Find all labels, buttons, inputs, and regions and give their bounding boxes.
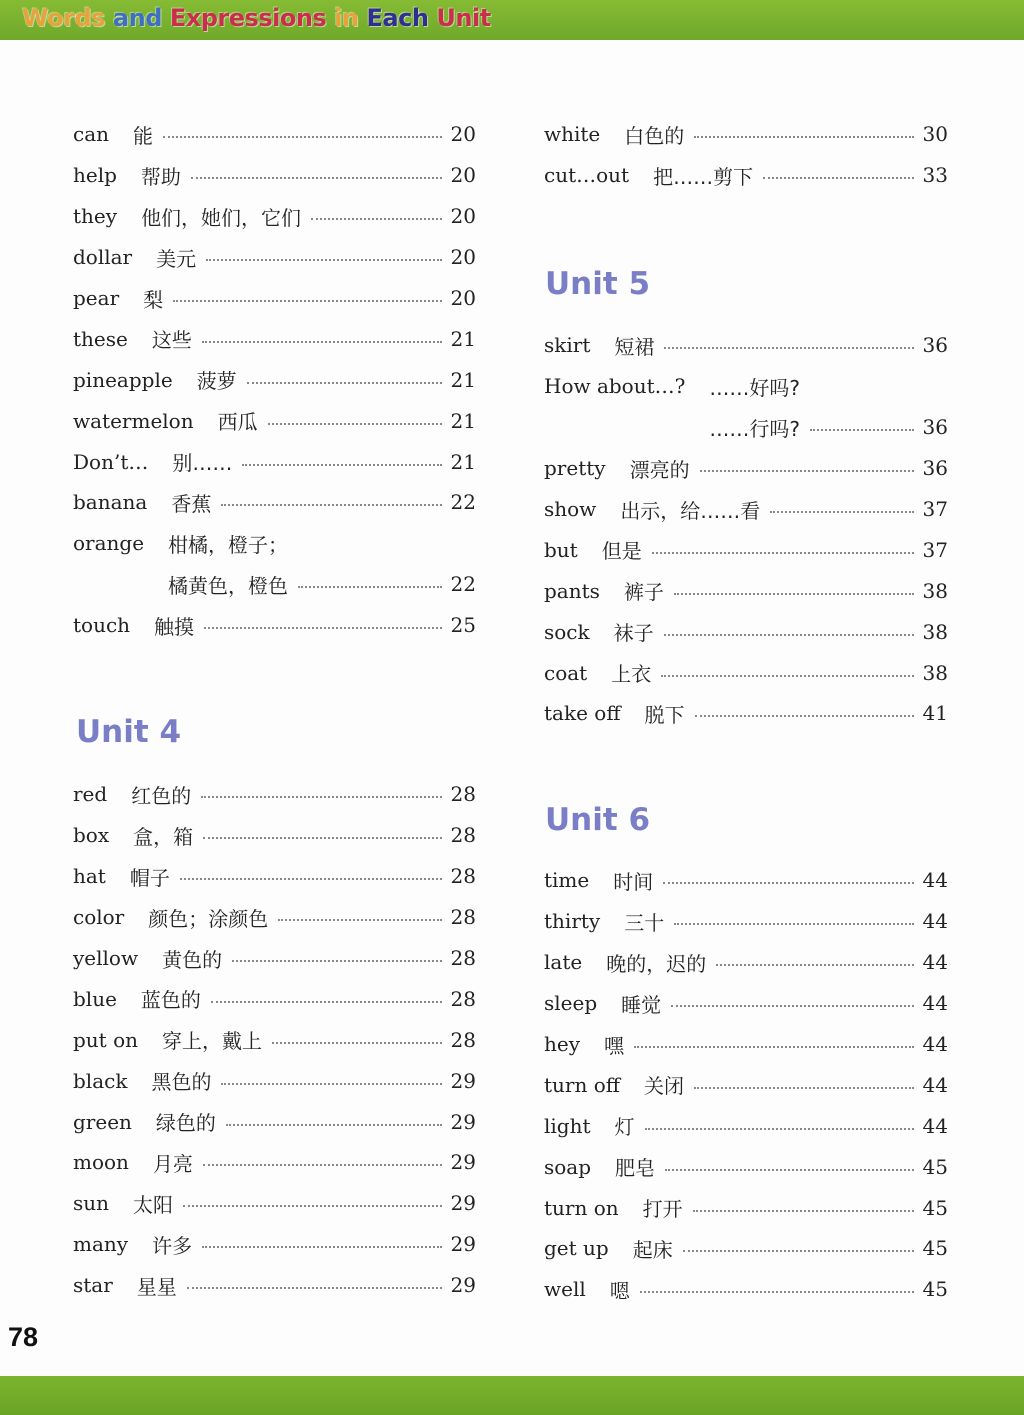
page-reference: 22 [450, 572, 476, 597]
chinese-meaning: 裤子 [623, 580, 664, 605]
dot-leader [247, 382, 442, 384]
english-word: many [73, 1232, 129, 1257]
chinese-meaning: 时间 [613, 869, 654, 894]
chinese-meaning: 太阳 [133, 1192, 174, 1217]
vocab-entry [73, 938, 476, 979]
page-reference: 44 [922, 991, 948, 1016]
title-word: in [334, 4, 359, 32]
chinese-meaning: 睡觉 [621, 992, 662, 1017]
title-word: Words [22, 4, 105, 32]
word-list-unit-5 [544, 325, 948, 734]
page-reference: 44 [922, 1072, 948, 1097]
vocab-entry [73, 114, 476, 155]
english-word: touch [73, 613, 131, 638]
dot-leader [671, 1005, 914, 1007]
english-word: coat [544, 660, 588, 685]
page-reference: 25 [450, 613, 476, 638]
chinese-meaning: 短裙 [614, 334, 655, 359]
word-list-right-top [544, 114, 948, 196]
chinese-meaning: 打开 [642, 1197, 683, 1222]
dot-leader [674, 923, 914, 925]
dot-leader [664, 634, 914, 636]
vocab-entry [544, 942, 948, 983]
dot-leader [695, 715, 914, 717]
vocab-entry [544, 114, 948, 155]
chinese-meaning: 晚的，迟的 [606, 951, 707, 976]
english-word: sock [544, 619, 590, 644]
vocab-entry [73, 155, 476, 196]
english-word: watermelon [73, 408, 194, 433]
dot-leader [694, 136, 914, 138]
page-reference: 30 [922, 122, 948, 147]
vocab-entry [544, 1105, 948, 1146]
english-word: pretty [544, 456, 606, 481]
english-word: get up [544, 1236, 609, 1261]
page-reference: 20 [450, 204, 476, 229]
page-reference: 45 [922, 1195, 948, 1220]
page-reference: 29 [450, 1273, 476, 1298]
vocab-entry [544, 611, 948, 652]
vocab-entry [73, 1183, 476, 1224]
dot-leader [187, 1287, 442, 1289]
vocab-entry [73, 1019, 476, 1060]
dot-leader [770, 511, 914, 513]
vocab-entry [544, 1146, 948, 1187]
chinese-meaning: 起床 [632, 1237, 673, 1262]
vocab-entry [544, 1228, 948, 1269]
page-reference: 29 [450, 1109, 476, 1134]
vocab-entry [73, 1101, 476, 1142]
vocab-entry [73, 196, 476, 237]
english-word: turn on [544, 1195, 619, 1220]
vocab-entry [544, 529, 948, 570]
page-reference: 36 [922, 415, 948, 440]
english-word: they [73, 204, 118, 229]
vocab-entry [73, 278, 476, 319]
vocab-entry [544, 1064, 948, 1105]
chinese-meaning: 上衣 [611, 662, 652, 687]
vocab-entry [73, 1142, 476, 1183]
page-reference: 33 [922, 163, 948, 188]
dot-leader [278, 919, 442, 921]
english-word: these [73, 326, 128, 351]
footer-bar [0, 1376, 1024, 1415]
english-word: green [73, 1109, 132, 1134]
title-word: Unit [436, 4, 491, 32]
dot-leader [201, 796, 442, 798]
chinese-meaning: 盒，箱 [133, 824, 194, 849]
page-header-title [22, 4, 499, 32]
page-reference: 28 [450, 946, 476, 970]
vocab-entry [73, 1224, 476, 1265]
page-reference: 28 [450, 986, 476, 1011]
chinese-meaning: 西瓜 [217, 410, 258, 435]
english-word: can [73, 122, 110, 147]
vocab-entry [544, 366, 948, 407]
dot-leader [191, 177, 442, 179]
vocab-entry [73, 441, 476, 482]
english-word: hat [73, 864, 106, 889]
page-reference: 20 [450, 245, 476, 270]
page-reference: 21 [450, 326, 476, 351]
dot-leader [202, 341, 442, 343]
english-word: time [544, 868, 590, 893]
vocab-entry [73, 978, 476, 1019]
english-word: star [73, 1273, 113, 1298]
english-word: well [544, 1277, 586, 1302]
chinese-meaning: 袜子 [613, 621, 654, 646]
chinese-meaning: 关闭 [643, 1074, 684, 1099]
vocab-entry [73, 856, 476, 897]
page-reference: 41 [922, 701, 948, 726]
vocab-entry [73, 482, 476, 523]
english-word: light [544, 1113, 591, 1138]
vocab-entry [544, 1024, 948, 1065]
page-reference: 21 [450, 449, 476, 474]
english-word: Don’t… [73, 449, 149, 474]
chinese-meaning: 美元 [156, 246, 197, 271]
page-reference: 44 [922, 868, 948, 893]
english-word: put on [73, 1027, 138, 1052]
page-reference: 29 [450, 1232, 476, 1257]
vocab-entry [544, 1269, 948, 1310]
dot-leader [693, 1210, 914, 1212]
english-word: box [73, 823, 110, 848]
dot-leader [204, 627, 442, 629]
english-word: soap [544, 1154, 592, 1179]
page-reference: 44 [922, 950, 948, 975]
english-word: sun [73, 1191, 110, 1216]
dot-leader [640, 1291, 914, 1293]
dot-leader [683, 1250, 914, 1252]
chinese-meaning: 黑色的 [151, 1070, 212, 1095]
vocab-entry [544, 407, 948, 448]
dot-leader [810, 429, 914, 431]
dot-leader [694, 1087, 914, 1089]
chinese-meaning: 帮助 [140, 164, 181, 189]
dot-leader [163, 136, 442, 138]
word-list-unit-6 [544, 860, 948, 1310]
chinese-meaning: ……好吗? [709, 375, 800, 400]
chinese-meaning: 触摸 [154, 614, 195, 639]
page-reference: 37 [922, 537, 948, 562]
english-word: yellow [73, 946, 139, 970]
dot-leader [272, 1042, 442, 1044]
word-list-left-top [73, 114, 476, 646]
dot-leader [232, 960, 442, 962]
english-word: late [544, 950, 583, 975]
english-word: banana [73, 490, 148, 515]
page-reference: 20 [450, 286, 476, 310]
page-reference: 38 [922, 660, 948, 685]
chinese-meaning: 梨 [143, 287, 164, 312]
english-word: pants [544, 578, 600, 603]
dot-leader [226, 1124, 442, 1126]
vocab-entry [544, 1187, 948, 1228]
page-reference: 45 [922, 1154, 948, 1179]
dot-leader [652, 552, 914, 554]
dot-leader [203, 1164, 442, 1166]
vocab-entry [73, 318, 476, 359]
chinese-meaning: 绿色的 [155, 1111, 216, 1136]
english-word: How about…? [544, 374, 686, 399]
unit-6-heading: Unit 6 [545, 802, 651, 838]
dot-leader [180, 878, 442, 880]
english-word: orange [73, 531, 145, 556]
vocab-entry [544, 489, 948, 530]
vocab-entry [73, 774, 476, 815]
chinese-meaning: 他们，她们，它们 [141, 205, 302, 230]
dot-leader [221, 1083, 442, 1085]
chinese-meaning: 许多 [152, 1233, 193, 1258]
unit-5-heading: Unit 5 [545, 266, 651, 302]
english-word: but [544, 537, 578, 562]
chinese-meaning: 能 [133, 123, 154, 148]
page-reference: 29 [450, 1150, 476, 1175]
page-reference: 38 [922, 578, 948, 603]
page-reference: 20 [450, 122, 476, 147]
page-reference: 45 [922, 1277, 948, 1302]
chinese-meaning: 这些 [151, 328, 192, 353]
vocab-entry [544, 652, 948, 693]
dot-leader [700, 470, 914, 472]
chinese-meaning: ……行吗? [709, 416, 800, 441]
chinese-meaning: 把……剪下 [653, 164, 754, 189]
english-word: show [544, 497, 597, 521]
vocab-entry [544, 860, 948, 901]
page-reference: 29 [450, 1191, 476, 1216]
dot-leader [173, 300, 442, 302]
page-reference: 36 [922, 333, 948, 358]
dot-leader [268, 423, 442, 425]
dot-leader [634, 1046, 914, 1048]
dot-leader [663, 882, 914, 884]
chinese-meaning: 蓝色的 [140, 988, 201, 1013]
dot-leader [645, 1128, 914, 1130]
page-reference: 44 [922, 1113, 948, 1138]
dot-leader [203, 837, 442, 839]
dot-leader [661, 675, 914, 677]
english-word: moon [73, 1150, 129, 1175]
chinese-meaning: 但是 [601, 539, 642, 564]
english-word: thirty [544, 909, 601, 934]
chinese-meaning: 肥皂 [615, 1156, 656, 1181]
english-word: red [73, 782, 108, 807]
chinese-meaning: 柑橘，橙子； [168, 532, 289, 557]
english-word: blue [73, 986, 117, 1011]
english-word: pear [73, 286, 120, 310]
dot-leader [665, 1169, 914, 1171]
chinese-meaning: 漂亮的 [629, 457, 690, 482]
dot-leader [763, 177, 914, 179]
vocab-entry [544, 155, 948, 196]
unit-4-heading: Unit 4 [76, 714, 182, 750]
header-bar [0, 0, 1024, 40]
page-reference: 44 [922, 909, 948, 934]
english-word: hey [544, 1032, 581, 1056]
vocab-entry [73, 564, 476, 605]
dot-leader [311, 218, 442, 220]
vocab-entry [73, 359, 476, 400]
dot-leader [202, 1246, 442, 1248]
vocab-entry [544, 983, 948, 1024]
vocab-entry [73, 815, 476, 856]
chinese-meaning: 红色的 [131, 783, 192, 808]
vocab-entry [73, 237, 476, 278]
page-reference: 28 [450, 864, 476, 889]
english-word: pineapple [73, 367, 173, 392]
dot-leader [206, 259, 442, 261]
page-reference: 37 [922, 497, 948, 521]
dot-leader [298, 586, 442, 588]
chinese-meaning: 脱下 [644, 702, 685, 727]
vocab-entry [73, 1265, 476, 1306]
chinese-meaning: 嗯 [609, 1278, 630, 1303]
page-reference: 38 [922, 619, 948, 644]
chinese-meaning: 嘿 [604, 1033, 625, 1058]
chinese-meaning: 月亮 [152, 1151, 193, 1176]
page-reference: 44 [922, 1032, 948, 1056]
english-word: sleep [544, 991, 598, 1016]
english-word: white [544, 122, 601, 147]
vocab-entry [73, 897, 476, 938]
chinese-meaning: 星星 [136, 1274, 177, 1299]
dot-leader [183, 1205, 442, 1207]
page-reference: 21 [450, 408, 476, 433]
vocab-entry [544, 693, 948, 734]
vocab-entry [73, 523, 476, 564]
chinese-meaning: 白色的 [624, 123, 685, 148]
page-reference: 28 [450, 782, 476, 807]
vocab-entry [544, 325, 948, 366]
title-word: Expressions [169, 4, 327, 32]
dot-leader [211, 1001, 442, 1003]
page-reference: 20 [450, 163, 476, 188]
vocab-entry [544, 448, 948, 489]
chinese-meaning: 黄色的 [162, 947, 223, 972]
vocab-entry [73, 605, 476, 646]
title-word: and [112, 4, 162, 32]
english-word: cut…out [544, 163, 630, 188]
page-reference: 36 [922, 456, 948, 481]
page-reference: 28 [450, 823, 476, 848]
chinese-meaning: 菠萝 [196, 369, 237, 394]
chinese-meaning: 出示，给……看 [620, 498, 761, 523]
english-word: help [73, 163, 117, 188]
page-reference: 28 [450, 905, 476, 930]
dot-leader [664, 347, 914, 349]
chinese-meaning: 帽子 [129, 865, 170, 890]
chinese-meaning: 香蕉 [171, 491, 212, 516]
word-list-unit-4 [73, 774, 476, 1306]
english-word: take off [544, 701, 621, 726]
page-reference: 28 [450, 1027, 476, 1052]
english-word: dollar [73, 245, 133, 270]
chinese-meaning: 橘黄色，橙色 [168, 573, 289, 598]
page-number: 78 [8, 1322, 39, 1352]
dot-leader [242, 464, 442, 466]
chinese-meaning: 颜色；涂颜色 [148, 906, 269, 931]
chinese-meaning: 三十 [624, 910, 665, 935]
dot-leader [221, 504, 442, 506]
vocab-entry [544, 570, 948, 611]
english-word: black [73, 1068, 128, 1093]
page-reference: 21 [450, 367, 476, 392]
title-word: Each [366, 4, 429, 32]
page-reference: 45 [922, 1236, 948, 1261]
page-reference: 29 [450, 1068, 476, 1093]
english-word: turn off [544, 1072, 620, 1097]
vocab-entry [73, 1060, 476, 1101]
dot-leader [716, 964, 914, 966]
chinese-meaning: 灯 [614, 1115, 635, 1140]
chinese-meaning: 穿上，戴上 [162, 1029, 262, 1054]
english-word: color [73, 905, 125, 930]
page-reference: 22 [450, 490, 476, 515]
chinese-meaning: 别…… [172, 451, 233, 476]
english-word: skirt [544, 333, 591, 358]
vocab-entry [544, 901, 948, 942]
dot-leader [674, 593, 914, 595]
vocab-entry [73, 400, 476, 441]
